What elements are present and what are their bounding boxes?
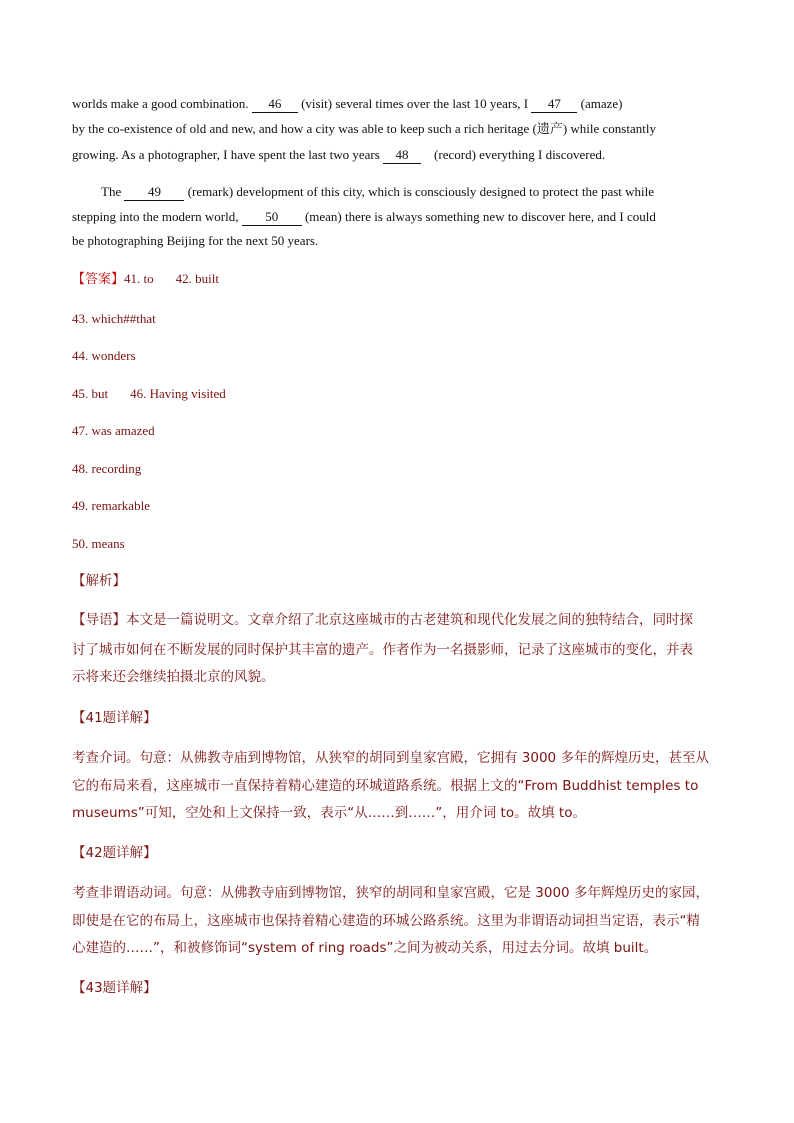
passage-text: worlds make a good combination. bbox=[72, 96, 252, 111]
answer-45: 45. but bbox=[72, 386, 109, 401]
q42-line-1: 考查非谓语动词。句意：从佛教寺庙到博物馆，狭窄的胡同和皇家宫殿，它是 3000 多年辉煌历史的家园， bbox=[72, 885, 709, 901]
passage-text: stepping into the modern world, bbox=[72, 209, 242, 224]
answer-48: 48. recording bbox=[72, 461, 142, 476]
passage-text: (mean) there is always something new to discover here, and I could bbox=[301, 209, 656, 224]
passage-line-3 bbox=[72, 147, 605, 164]
answer-50: 50. means bbox=[72, 536, 125, 551]
blank-48: 48 bbox=[383, 147, 421, 164]
guide-text: 本文是一篇说明文。文章介绍了北京这座城市的古老建筑和现代化发展之间的独特结合，同时探 bbox=[126, 612, 693, 628]
passage-text: (visit) several times over the last 10 years, I bbox=[297, 96, 532, 111]
answers-row-1 bbox=[72, 271, 219, 288]
q42-title: 【42题详解】 bbox=[72, 845, 157, 861]
q42-line-3: 心建造的……”，和被修饰词“system of ring roads”之间为被动关系，用过去分词。故填 built。 bbox=[72, 940, 658, 956]
passage-line-6: be photographing Beijing for the next 50 years. bbox=[72, 233, 319, 248]
blank-50: 50 bbox=[242, 209, 302, 226]
passage-text: (amaze) bbox=[577, 96, 623, 111]
passage-line-2: by the co-existence of old and new, and how a city was able to keep such a rich heritage (遗产) while constantly bbox=[72, 121, 656, 136]
answer-49: 49. remarkable bbox=[72, 498, 150, 513]
passage-line-4 bbox=[101, 184, 654, 201]
blank-49: 49 bbox=[124, 184, 184, 201]
answer-41: 41. to bbox=[124, 271, 154, 286]
passage-line-1 bbox=[72, 96, 623, 113]
q41-line-1: 考查介词。句意：从佛教寺庙到博物馆，从狭窄的胡同到皇家宫殿，它拥有 3000 多年的辉煌历史，甚至从 bbox=[72, 750, 709, 766]
answer-43: 43. which##that bbox=[72, 311, 156, 326]
passage-text: (remark) development of this city, which is consciously designed to protect the past while bbox=[184, 184, 655, 199]
analysis-label: 【解析】 bbox=[72, 573, 126, 589]
q41-line-3: museums”可知，空处和上文保持一致，表示“从……到……”，用介词 to。故填 to。 bbox=[72, 805, 586, 821]
q41-title: 【41题详解】 bbox=[72, 710, 157, 726]
answer-42: 42. built bbox=[175, 271, 219, 286]
q41-line-2: 它的布局来看，这座城市一直保持着精心建造的环城道路系统。根据上文的“From Buddhist temples to bbox=[72, 778, 699, 794]
passage-line-5 bbox=[72, 209, 656, 226]
q43-title: 【43题详解】 bbox=[72, 980, 157, 996]
q42-line-2: 即使是在它的布局上，这座城市也保持着精心建造的环城公路系统。这里为非谓语动词担当定语，表示“精 bbox=[72, 913, 700, 929]
guide-line-2: 讨了城市如何在不断发展的同时保护其丰富的遗产。作者作为一名摄影师，记录了这座城市的变化，并表 bbox=[72, 642, 693, 658]
passage-text: The bbox=[101, 184, 125, 199]
answer-44: 44. wonders bbox=[72, 348, 136, 363]
guide-label: 【导语】 bbox=[72, 612, 126, 628]
passage-text: (record) everything I discovered. bbox=[421, 147, 606, 162]
answers-row-45-46 bbox=[72, 386, 226, 402]
guide-line-1 bbox=[72, 612, 693, 628]
answers-label: 【答案】 bbox=[72, 272, 125, 287]
guide-line-3: 示将来还会继续拍摄北京的风貌。 bbox=[72, 669, 275, 685]
blank-47: 47 bbox=[531, 96, 577, 113]
passage-text: growing. As a photographer, I have spent the last two years bbox=[72, 147, 384, 162]
answer-47: 47. was amazed bbox=[72, 423, 155, 438]
blank-46: 46 bbox=[252, 96, 298, 113]
answer-46: 46. Having visited bbox=[130, 386, 226, 401]
